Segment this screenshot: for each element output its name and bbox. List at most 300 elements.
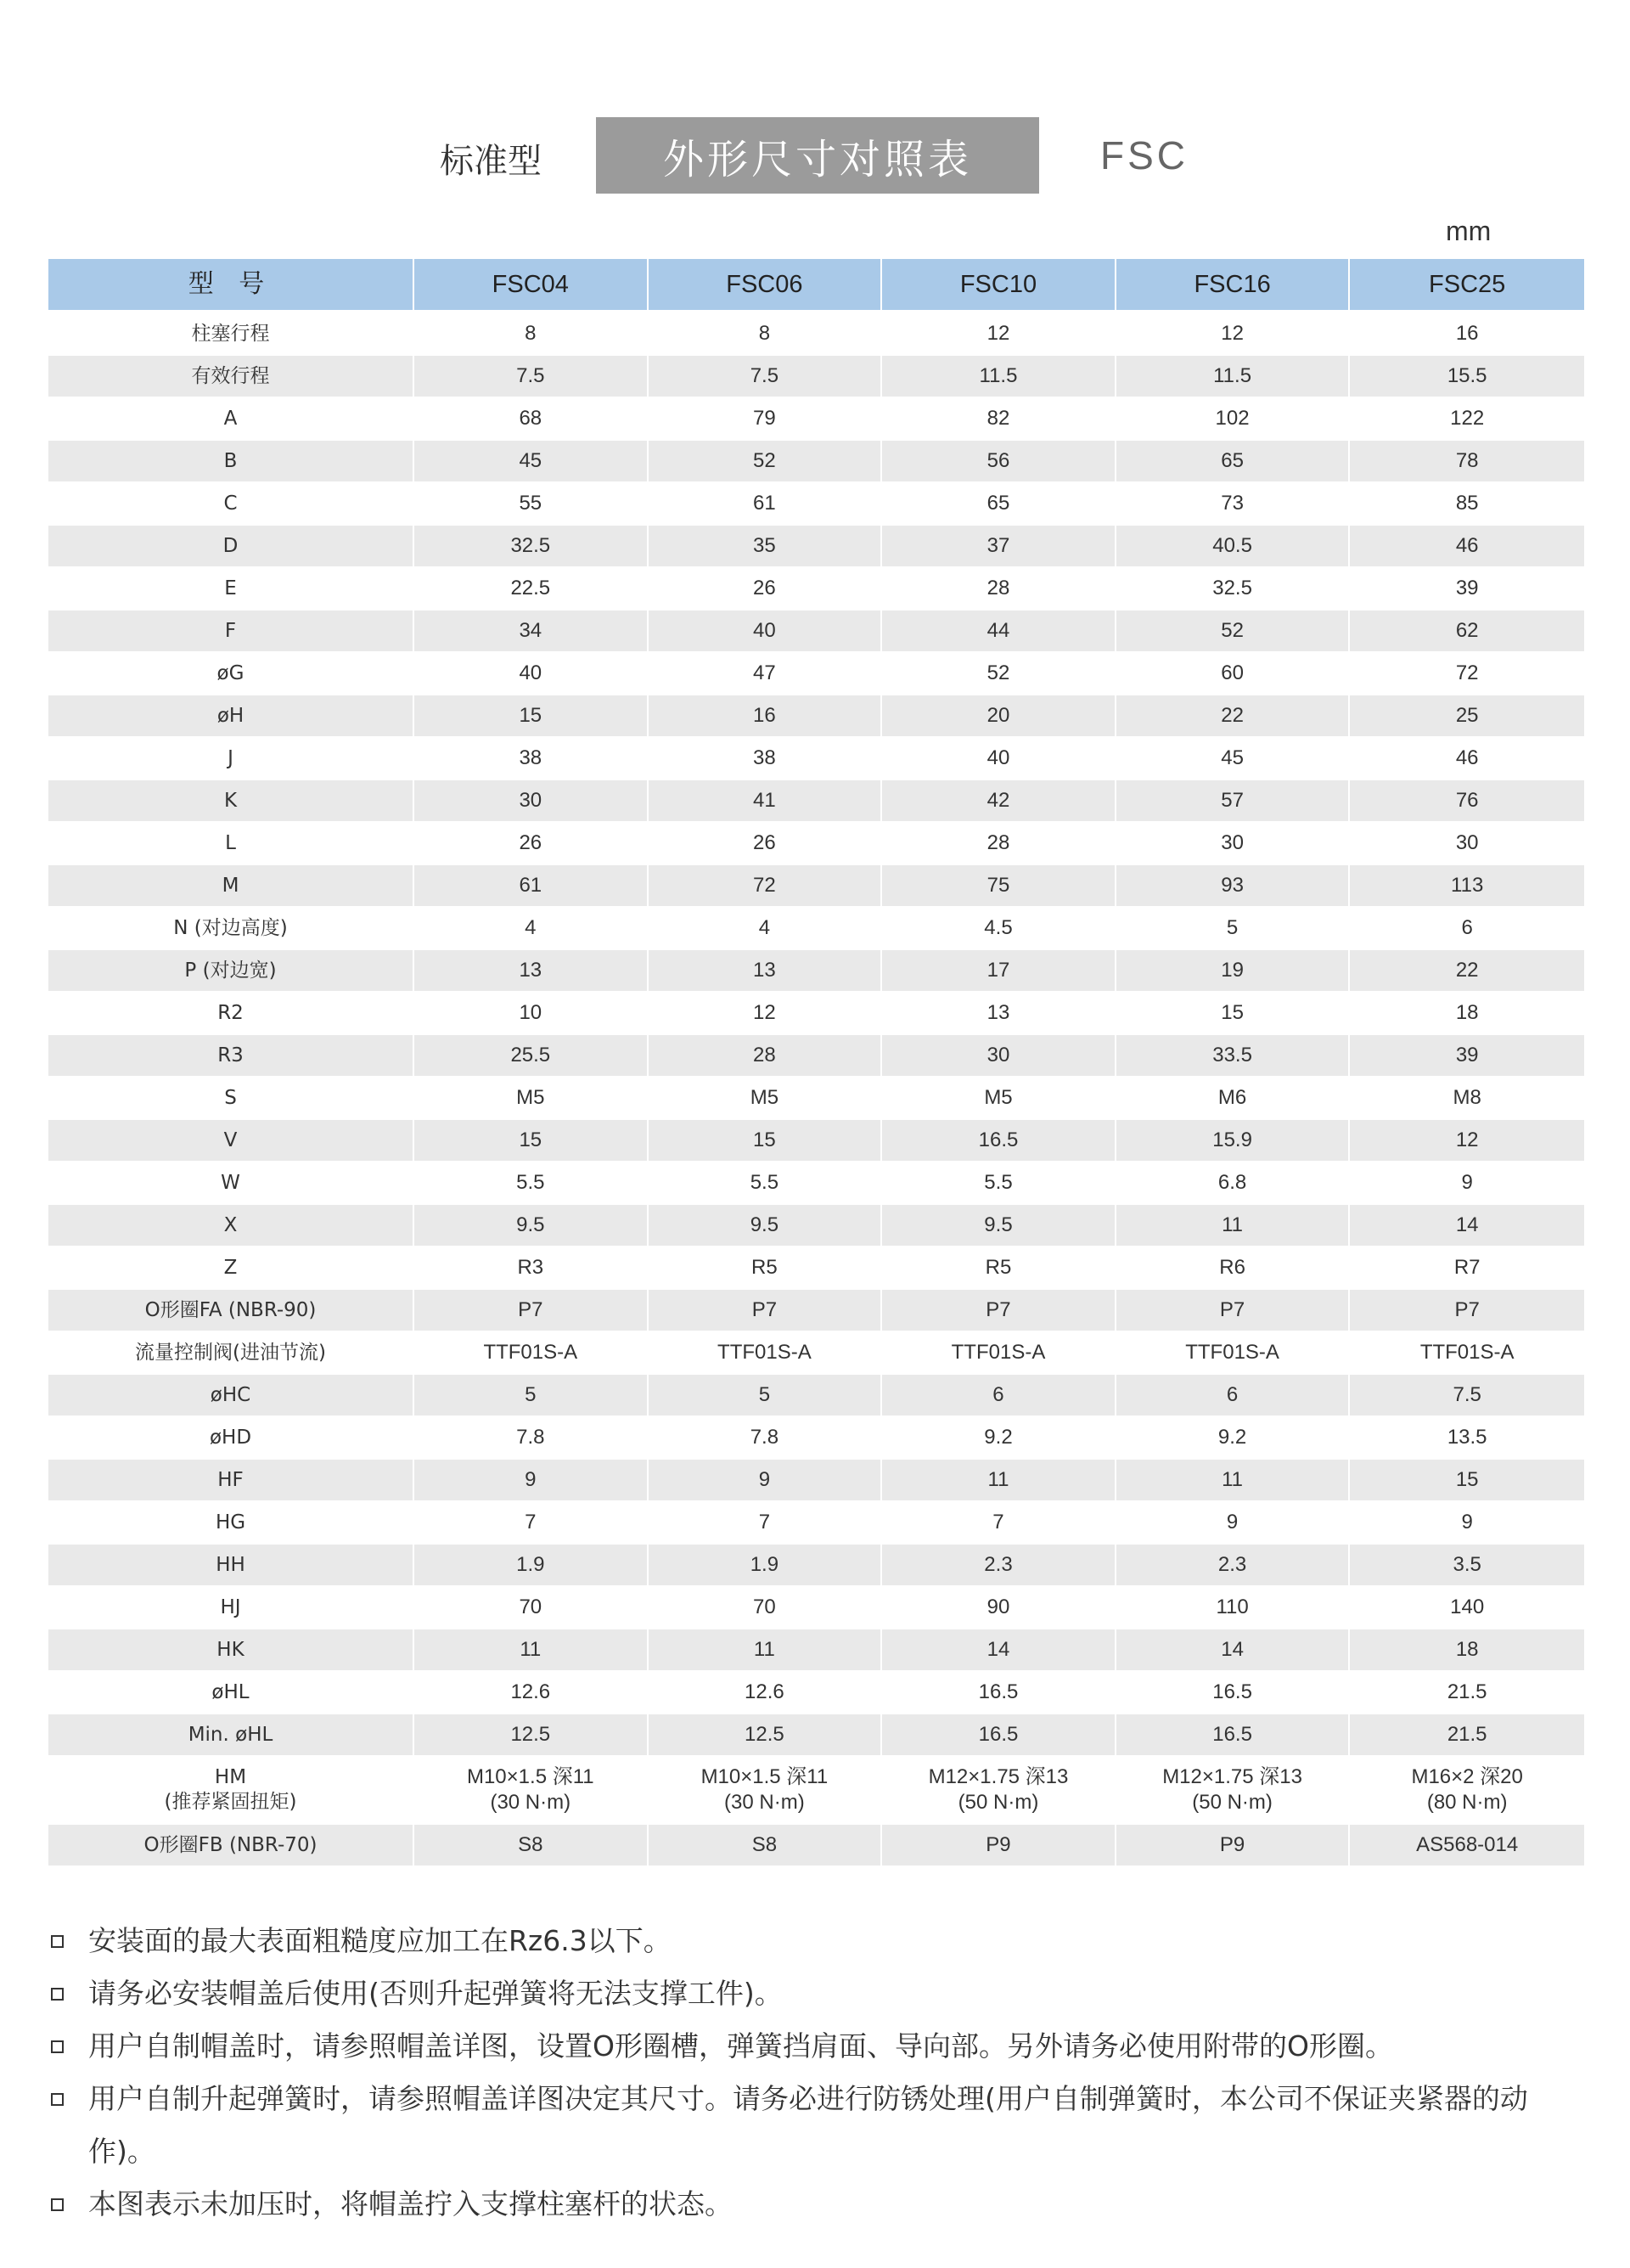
table-row [48, 1162, 1584, 1205]
row-label: N (对边高度) [48, 908, 414, 950]
row-value: 9.5 [882, 1205, 1116, 1247]
row-value: 16 [649, 695, 883, 738]
row-value: 110 [1116, 1587, 1351, 1629]
row-value: 9 [1350, 1162, 1584, 1205]
row-value: 25.5 [414, 1035, 649, 1078]
hm-value-main: M16×2 深20 [1411, 1765, 1523, 1788]
row-value: 93 [1116, 865, 1351, 908]
row-value: 72 [649, 865, 883, 908]
row-value: 15.5 [1350, 356, 1584, 398]
row-value: R5 [649, 1247, 883, 1290]
row-value: 39 [1350, 568, 1584, 611]
row-value: 30 [1116, 823, 1351, 865]
row-value: TTF01S-A [414, 1332, 649, 1375]
row-value: 11.5 [882, 356, 1116, 398]
row-value: 61 [649, 483, 883, 526]
header-model: FSC25 [1350, 259, 1584, 312]
header-model: FSC10 [882, 259, 1116, 312]
table-row [48, 483, 1584, 526]
row-value: M5 [649, 1078, 883, 1120]
table-row [48, 1714, 1584, 1757]
row-value: 2.3 [882, 1545, 1116, 1587]
row-value: 11 [1116, 1205, 1351, 1247]
row-value: 15 [1350, 1460, 1584, 1502]
row-value: P7 [1350, 1290, 1584, 1332]
row-value: P9 [882, 1825, 1116, 1867]
note-item [48, 2073, 1593, 2178]
table-row [48, 1205, 1584, 1247]
table-row [48, 1587, 1584, 1629]
hm-value-main: M10×1.5 深11 [466, 1765, 594, 1788]
hm-value-wrap [701, 1764, 829, 1815]
hm-value-sub: (30 N·m) [724, 1791, 805, 1814]
row-value: 40 [649, 611, 883, 653]
row-value: 46 [1350, 738, 1584, 780]
row-label: O形圈FA (NBR-90) [48, 1290, 414, 1332]
row-value: 11 [1116, 1460, 1351, 1502]
hm-value-main: M10×1.5 深11 [700, 1765, 829, 1788]
row-value: TTF01S-A [1350, 1332, 1584, 1375]
row-value: 12.5 [414, 1714, 649, 1757]
unit-label: mm [1446, 216, 1492, 246]
row-value: 40.5 [1116, 526, 1351, 568]
row-value: 9.2 [882, 1417, 1116, 1460]
row-label: F [48, 611, 414, 653]
row-value: 73 [1116, 483, 1351, 526]
row-value: 70 [414, 1587, 649, 1629]
row-value: 3.5 [1350, 1545, 1584, 1587]
note-text: 请务必安装帽盖后使用(否则升起弹簧将无法支撑工件)。 [88, 1977, 783, 2010]
note-text: 安装面的最大表面粗糙度应加工在Rz6.3以下。 [88, 1924, 672, 1957]
row-value: 11 [649, 1629, 883, 1672]
row-value: 61 [414, 865, 649, 908]
table-row [48, 313, 1584, 356]
row-value: 30 [1350, 823, 1584, 865]
row-label: D [48, 526, 414, 568]
row-value: 32.5 [1116, 568, 1351, 611]
row-value: 2.3 [1116, 1545, 1351, 1587]
row-value: 26 [414, 823, 649, 865]
row-value: 44 [882, 611, 1116, 653]
note-text: 用户自制升起弹簧时，请参照帽盖详图决定其尺寸。请务必进行防锈处理(用户自制弹簧时，本公司不保证夹紧器的动作)。 [88, 2082, 1528, 2168]
row-value: TTF01S-A [1116, 1332, 1351, 1375]
row-value: 30 [414, 780, 649, 823]
row-label: HF [48, 1460, 414, 1502]
row-value: 28 [882, 823, 1116, 865]
row-value: 16.5 [1116, 1714, 1351, 1757]
row-value: 62 [1350, 611, 1584, 653]
row-value: 15 [414, 695, 649, 738]
row-value: 52 [882, 653, 1116, 695]
row-value [414, 1757, 649, 1825]
row-value: S8 [414, 1825, 649, 1867]
row-value: 42 [882, 780, 1116, 823]
row-value: 38 [414, 738, 649, 780]
row-value: 72 [1350, 653, 1584, 695]
row-value: 113 [1350, 865, 1584, 908]
row-value: P9 [1116, 1825, 1351, 1867]
row-value: 40 [882, 738, 1116, 780]
row-value: 12 [882, 313, 1116, 356]
row-value: 79 [649, 398, 883, 441]
row-value: 22 [1350, 950, 1584, 993]
row-label: øG [48, 653, 414, 695]
row-value: 85 [1350, 483, 1584, 526]
table-row [48, 1502, 1584, 1545]
table-row [48, 1035, 1584, 1078]
row-value: 12.5 [649, 1714, 883, 1757]
checkbox-square-icon [51, 1935, 64, 1948]
row-value: 9.5 [649, 1205, 883, 1247]
checkbox-square-icon [51, 1988, 64, 2001]
row-value: 122 [1350, 398, 1584, 441]
row-value: 9 [1350, 1502, 1584, 1545]
row-value: 11 [414, 1629, 649, 1672]
row-value: 16.5 [882, 1672, 1116, 1714]
note-item [48, 1967, 1593, 2020]
row-value: 11 [882, 1460, 1116, 1502]
row-value: 16.5 [1116, 1672, 1351, 1714]
row-value: R3 [414, 1247, 649, 1290]
notes-list [48, 1915, 1593, 2231]
row-label: HG [48, 1502, 414, 1545]
row-value: 1.9 [649, 1545, 883, 1587]
hm-value-wrap [929, 1764, 1069, 1815]
hm-value-wrap [467, 1764, 594, 1815]
row-value: 15 [1116, 993, 1351, 1035]
row-value: 9 [1116, 1502, 1351, 1545]
row-value: 140 [1350, 1587, 1584, 1629]
table-row [48, 993, 1584, 1035]
title-series-label: 标准型 [440, 142, 542, 181]
hm-value-wrap [1162, 1764, 1302, 1815]
checkbox-square-icon [51, 2093, 64, 2106]
row-label: 柱塞行程 [48, 313, 414, 356]
row-label: øH [48, 695, 414, 738]
row-value: 38 [649, 738, 883, 780]
row-value: 9.2 [1116, 1417, 1351, 1460]
row-label: X [48, 1205, 414, 1247]
row-value: 26 [649, 568, 883, 611]
table-row [48, 1247, 1584, 1290]
row-label: 有效行程 [48, 356, 414, 398]
row-label: P (对边宽) [48, 950, 414, 993]
table-row [48, 1545, 1584, 1587]
row-value: 5.5 [649, 1162, 883, 1205]
row-value: 65 [1116, 441, 1351, 483]
row-value: 65 [882, 483, 1116, 526]
row-label: HH [48, 1545, 414, 1587]
title-model-code: FSC [1100, 133, 1189, 177]
row-value: 55 [414, 483, 649, 526]
row-label: HJ [48, 1587, 414, 1629]
row-value: 7 [414, 1502, 649, 1545]
row-value: 15 [414, 1120, 649, 1162]
row-value: 75 [882, 865, 1116, 908]
hm-value-sub: (50 N·m) [958, 1791, 1039, 1814]
row-label: S [48, 1078, 414, 1120]
row-value: 7 [882, 1502, 1116, 1545]
row-label: øHD [48, 1417, 414, 1460]
row-value: 12 [1350, 1120, 1584, 1162]
row-value: 5 [1116, 908, 1351, 950]
hm-label-sub: (推荐紧固扭矩) [164, 1791, 297, 1813]
table-row [48, 1825, 1584, 1867]
row-label: J [48, 738, 414, 780]
row-value: 6 [1116, 1375, 1351, 1417]
row-label: B [48, 441, 414, 483]
row-value: 16.5 [882, 1120, 1116, 1162]
row-value: 7.8 [649, 1417, 883, 1460]
row-value: 7.8 [414, 1417, 649, 1460]
row-value: M8 [1350, 1078, 1584, 1120]
header-model: FSC06 [649, 259, 883, 312]
row-value: 8 [649, 313, 883, 356]
row-value: 37 [882, 526, 1116, 568]
checkbox-square-icon [51, 2040, 64, 2053]
row-label: Z [48, 1247, 414, 1290]
table-row [48, 356, 1584, 398]
row-value: 28 [882, 568, 1116, 611]
row-value: 20 [882, 695, 1116, 738]
table-row [48, 526, 1584, 568]
row-value: 46 [1350, 526, 1584, 568]
row-label: K [48, 780, 414, 823]
row-value: 5.5 [882, 1162, 1116, 1205]
row-label: A [48, 398, 414, 441]
row-value: 68 [414, 398, 649, 441]
row-value: 45 [1116, 738, 1351, 780]
table-row [48, 1120, 1584, 1162]
row-value: 12 [649, 993, 883, 1035]
title-main-box: 外形尺寸对照表 [596, 117, 1039, 194]
row-value: 6 [882, 1375, 1116, 1417]
row-value: 7.5 [649, 356, 883, 398]
row-value: 5 [414, 1375, 649, 1417]
row-value: M5 [414, 1078, 649, 1120]
row-value: 6 [1350, 908, 1584, 950]
row-value: 21.5 [1350, 1714, 1584, 1757]
title-bar [0, 117, 1630, 194]
header-model-label: 型 号 [48, 259, 414, 312]
row-value: 26 [649, 823, 883, 865]
hm-value-sub: (30 N·m) [490, 1791, 571, 1814]
row-label: M [48, 865, 414, 908]
table-row [48, 568, 1584, 611]
row-value: 56 [882, 441, 1116, 483]
row-value: P7 [414, 1290, 649, 1332]
row-value: 9.5 [414, 1205, 649, 1247]
row-value: P7 [649, 1290, 883, 1332]
table-row [48, 1332, 1584, 1375]
row-value: 8 [414, 313, 649, 356]
table-row [48, 780, 1584, 823]
row-value: 35 [649, 526, 883, 568]
row-value: M5 [882, 1078, 1116, 1120]
row-label: C [48, 483, 414, 526]
row-value: P7 [1116, 1290, 1351, 1332]
row-value: 40 [414, 653, 649, 695]
hm-label-wrap [165, 1765, 297, 1815]
table-row [48, 441, 1584, 483]
row-value: 5 [649, 1375, 883, 1417]
table-row [48, 1460, 1584, 1502]
hm-label-main: HM [214, 1766, 247, 1789]
row-value: 45 [414, 441, 649, 483]
row-value: 90 [882, 1587, 1116, 1629]
row-value: 15 [649, 1120, 883, 1162]
row-label [48, 1757, 414, 1825]
hm-value-sub: (80 N·m) [1426, 1791, 1508, 1814]
row-value: 22.5 [414, 568, 649, 611]
row-value [1350, 1757, 1584, 1825]
row-value: 14 [882, 1629, 1116, 1672]
row-value: 12.6 [649, 1672, 883, 1714]
row-value: R5 [882, 1247, 1116, 1290]
table-row-hm [48, 1757, 1584, 1825]
row-value: M6 [1116, 1078, 1351, 1120]
row-value: 102 [1116, 398, 1351, 441]
row-value: 4 [414, 908, 649, 950]
hm-value-main: M12×1.75 深13 [1162, 1765, 1302, 1788]
row-value: 70 [649, 1587, 883, 1629]
table-body [48, 313, 1584, 1867]
row-value: 16.5 [882, 1714, 1116, 1757]
row-value: TTF01S-A [649, 1332, 883, 1375]
row-value: 22 [1116, 695, 1351, 738]
row-value: 82 [882, 398, 1116, 441]
row-label: øHL [48, 1672, 414, 1714]
row-label: R2 [48, 993, 414, 1035]
row-value: P7 [882, 1290, 1116, 1332]
row-value: 34 [414, 611, 649, 653]
row-value: 14 [1350, 1205, 1584, 1247]
row-value: 39 [1350, 1035, 1584, 1078]
row-value: 1.9 [414, 1545, 649, 1587]
row-value: R6 [1116, 1247, 1351, 1290]
row-value: 15.9 [1116, 1120, 1351, 1162]
note-item [48, 2178, 1593, 2231]
table-row [48, 1417, 1584, 1460]
row-value: 10 [414, 993, 649, 1035]
table-row [48, 611, 1584, 653]
row-label: Min. øHL [48, 1714, 414, 1757]
row-label: O形圈FB (NBR-70) [48, 1825, 414, 1867]
table-row [48, 695, 1584, 738]
row-value: 13 [882, 993, 1116, 1035]
hm-value-main: M12×1.75 深13 [928, 1765, 1069, 1788]
header-model: FSC04 [414, 259, 649, 312]
row-label: HK [48, 1629, 414, 1672]
row-value: S8 [649, 1825, 883, 1867]
table-row [48, 950, 1584, 993]
row-value: 30 [882, 1035, 1116, 1078]
dimension-table [48, 259, 1584, 1867]
table-row [48, 1290, 1584, 1332]
table-row [48, 1629, 1584, 1672]
row-value: 76 [1350, 780, 1584, 823]
row-value: 7.5 [1350, 1375, 1584, 1417]
row-value: 52 [1116, 611, 1351, 653]
row-label: E [48, 568, 414, 611]
header-model: FSC16 [1116, 259, 1351, 312]
row-value: 57 [1116, 780, 1351, 823]
row-label: W [48, 1162, 414, 1205]
row-value: 78 [1350, 441, 1584, 483]
row-value: 18 [1350, 993, 1584, 1035]
row-value: 60 [1116, 653, 1351, 695]
row-value: R7 [1350, 1247, 1584, 1290]
row-value: 21.5 [1350, 1672, 1584, 1714]
row-label: V [48, 1120, 414, 1162]
row-value: 4 [649, 908, 883, 950]
hm-value-sub: (50 N·m) [1192, 1791, 1273, 1814]
row-value: 9 [414, 1460, 649, 1502]
table-header-row [48, 259, 1584, 313]
row-value: 52 [649, 441, 883, 483]
table-row [48, 738, 1584, 780]
row-value: 6.8 [1116, 1162, 1351, 1205]
row-label: 流量控制阀(进油节流) [48, 1332, 414, 1375]
row-value: 16 [1350, 313, 1584, 356]
hm-value-wrap [1411, 1764, 1522, 1815]
row-value: 7.5 [414, 356, 649, 398]
row-value: 47 [649, 653, 883, 695]
row-value: 13.5 [1350, 1417, 1584, 1460]
note-item [48, 1915, 1593, 1967]
row-value: 11.5 [1116, 356, 1351, 398]
row-value: TTF01S-A [882, 1332, 1116, 1375]
checkbox-square-icon [51, 2198, 64, 2211]
table-row [48, 653, 1584, 695]
row-value: 25 [1350, 695, 1584, 738]
note-text: 本图表示未加压时，将帽盖拧入支撑柱塞杆的状态。 [88, 2187, 733, 2220]
row-value [649, 1757, 883, 1825]
row-value: 12 [1116, 313, 1351, 356]
table-row [48, 823, 1584, 865]
row-value: 4.5 [882, 908, 1116, 950]
row-value: 28 [649, 1035, 883, 1078]
note-text: 用户自制帽盖时，请参照帽盖详图，设置O形圈槽，弹簧挡肩面、导向部。另外请务必使用附带的O形圈。 [88, 2029, 1393, 2063]
row-value [1116, 1757, 1351, 1825]
row-label: øHC [48, 1375, 414, 1417]
table-row [48, 865, 1584, 908]
table-row [48, 1375, 1584, 1417]
row-value: 13 [649, 950, 883, 993]
row-value: 14 [1116, 1629, 1351, 1672]
row-value: 12.6 [414, 1672, 649, 1714]
table-row [48, 908, 1584, 950]
row-value: 41 [649, 780, 883, 823]
row-value: 32.5 [414, 526, 649, 568]
table-row [48, 398, 1584, 441]
row-label: R3 [48, 1035, 414, 1078]
row-value: AS568-014 [1350, 1825, 1584, 1867]
row-value: 33.5 [1116, 1035, 1351, 1078]
row-value: 9 [649, 1460, 883, 1502]
row-value: 17 [882, 950, 1116, 993]
row-value: 13 [414, 950, 649, 993]
row-value: 5.5 [414, 1162, 649, 1205]
note-item [48, 2020, 1593, 2073]
row-value: 19 [1116, 950, 1351, 993]
row-value: 18 [1350, 1629, 1584, 1672]
table-row [48, 1672, 1584, 1714]
table-row [48, 1078, 1584, 1120]
row-value [882, 1757, 1116, 1825]
row-value: 7 [649, 1502, 883, 1545]
row-label: L [48, 823, 414, 865]
